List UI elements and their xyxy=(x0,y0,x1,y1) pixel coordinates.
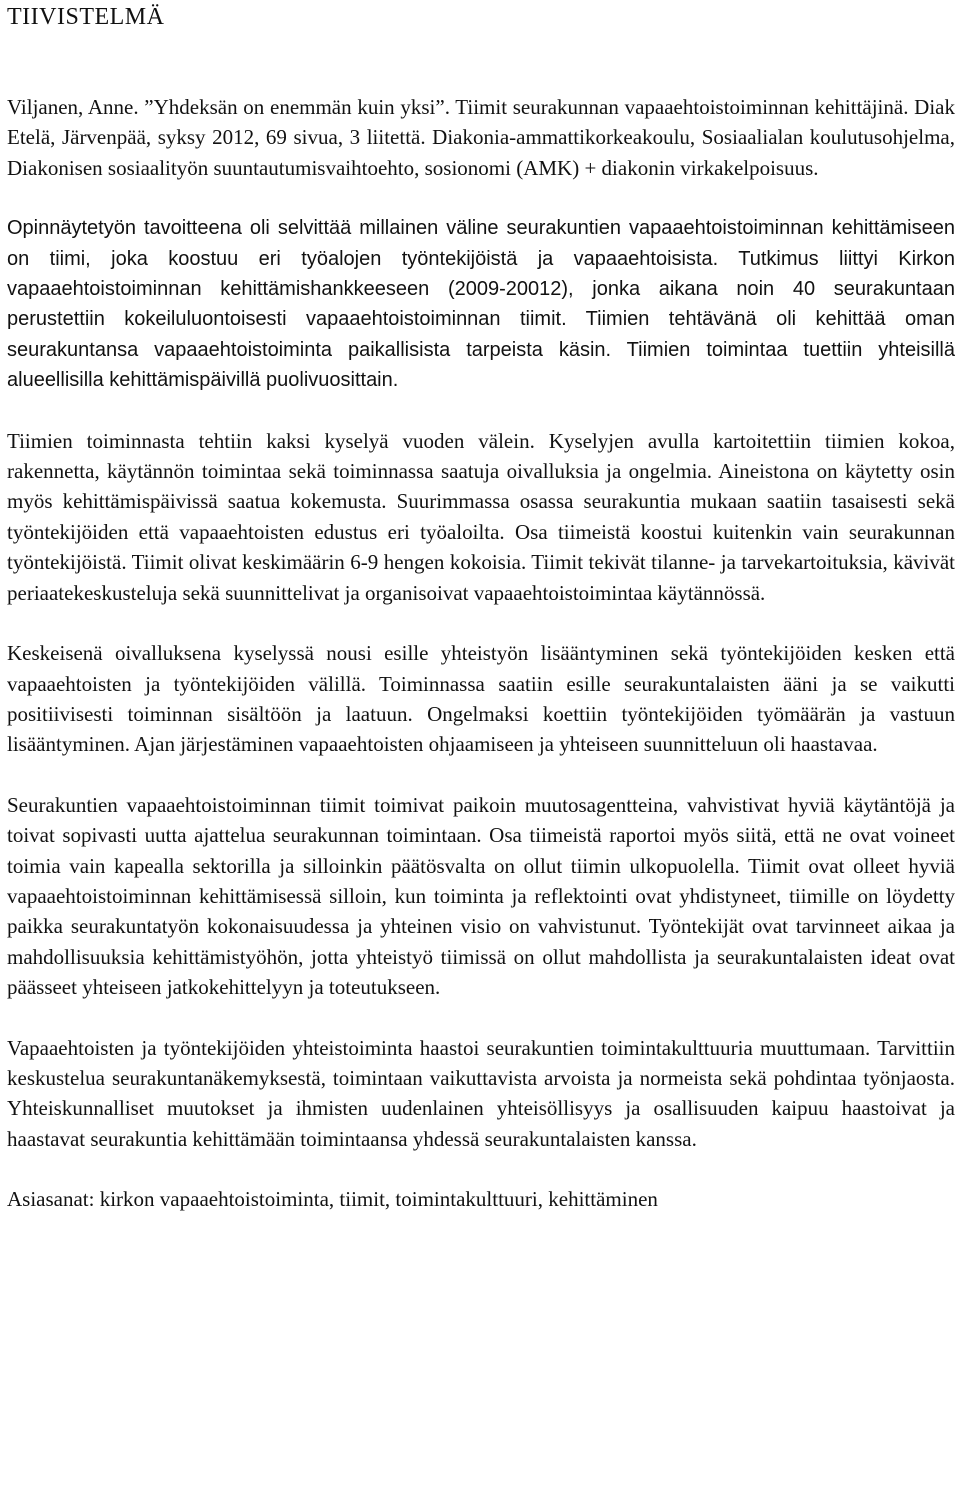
bibliography-text: Viljanen, Anne. ”Yhdeksän on enemmän kuin yksi”. Tiimit seurakunnan vapaaehtoistoiminnan kehittäjinä. Diak Etelä, Järvenpää, syksy 2012, 69 sivua, 3 liitettä. Diakonia-ammattikorkeakoulu, Sosiaalialan koulutusohjelma, Diakonisen sosiaalityön suuntautumisvaihtoehto, sosionomi (AMK) + diakonin virkakelpoisuus. xyxy=(7,95,955,180)
paragraph-4: Seurakuntien vapaaehtoistoiminnan tiimit toimivat paikoin muutosagentteina, vahvistivat hyviä käytäntöjä ja toivat sopivasti uutta ajattelua seurakunnan toimintaan. Osa tiimeistä raportoi myös siitä, että ne ovat voineet toimia vain kapealla sektorilla ja silloinkin päätösvalta on ollut tiimin ulkopuolella. Tiimit ovat olleet hyviä vapaaehtoistoiminnan kehittämisessä silloin, kun toiminta ja reflektointi ovat yhdistyneet, tiimille on löydetty paikka seurakuntatyön kokonaisuudessa ja yhteinen visio on vahvistunut. Työntekijät ovat tarvinneet aikaa ja mahdollisuuksia kehittämistyöhön, jotta yhteistyö tiimissä on ollut mahdollista ja seurakuntalaisten ideat ovat päässeet yhteiseen jatkokehittelyyn ja toteutukseen. xyxy=(7,792,955,1000)
paragraph-2: Tiimien toiminnasta tehtiin kaksi kyselyä vuoden välein. Kyselyjen avulla kartoitettiin tiimien kokoa, rakennetta, käytännön toimintaa sekä toiminnassa saatuja oivalluksia ja ongelmia. Aineistona on käytetty osin myös kehittämispäivissä saatua kokemusta. Suurimmassa osassa seurakuntia mukaan saatiin tasaisesti sekä työntekijöiden että vapaaehtoisten edustus eri työaloilta. Osa tiimeistä koostui kuitenkin vain seurakunnan työntekijöistä. Tiimit olivat keskimäärin 6-9 hengen kokoisia. Tiimit tekivät tilanne- ja tarvekartoituksia, kävivät periaatekeskusteluja sekä suunnittelivat ja organisoivat vapaaehtoistoimintaa käytännössä. xyxy=(7,428,955,605)
keywords: Asiasanat: kirkon vapaaehtoistoiminta, tiimit, toimintakulttuuri, kehittäminen xyxy=(7,1187,658,1212)
document-page xyxy=(7,0,955,1215)
bibliography xyxy=(7,92,955,183)
paragraph-5: Vapaaehtoisten ja työntekijöiden yhteistoiminta haastoi seurakuntien toimintakulttuuria muuttumaan. Tarvittiin keskustelua seurakuntanäkemyksestä, toimintaan vaikuttavista arvoista ja normeista sekä pohdintaa työnjaosta. Yhteiskunnalliset muutokset ja ihmisten uudenlainen yhteisöllisyys ja osallisuuden kaipuu haastoivat ja haastavat seurakuntia kehittämään toimintaansa yhdessä seurakuntalaisten kanssa. xyxy=(7,1035,955,1151)
paragraph-1: Opinnäytetyön tavoitteena oli selvittää millainen väline seurakuntien vapaaehtoistoiminnan kehittämiseen on tiimi, joka koostuu eri työalojen työntekijöistä ja vapaaehtoisista. Tutkimus liittyi Kirkon vapaaehtoistoiminnan kehittämishankkeeseen (2009-20012), jonka aikana noin 40 seurakuntaan perustettiin kokeiluluontoisesti vapaaehtoistoiminnan tiimit. Tiimien tehtävänä oli kehittää oman seurakuntansa vapaaehtoistoiminta paikallisista tarpeista käsin. Tiimien toimintaa tuettiin yhteisillä alueellisilla kehittämispäivillä puolivuosittain. xyxy=(7,217,955,392)
paragraph-3: Keskeisenä oivalluksena kyselyssä nousi esille yhteistyön lisääntyminen sekä työntekijöiden kesken että vapaaehtoisten ja työntekijöiden välillä. Toiminnassa saatiin esille seurakuntalaisten ääni ja se vaikutti positiivisesti toiminnan sisältöön ja laatuun. Ongelmaksi koettiin työntekijöiden työmäärän ja vastuun lisääntyminen. Ajan järjestäminen vapaaehtoisten ohjaamiseen ja yhteiseen suunnitteluun oli haastavaa. xyxy=(7,641,955,757)
page-title: TIIVISTELMÄ xyxy=(7,4,165,30)
